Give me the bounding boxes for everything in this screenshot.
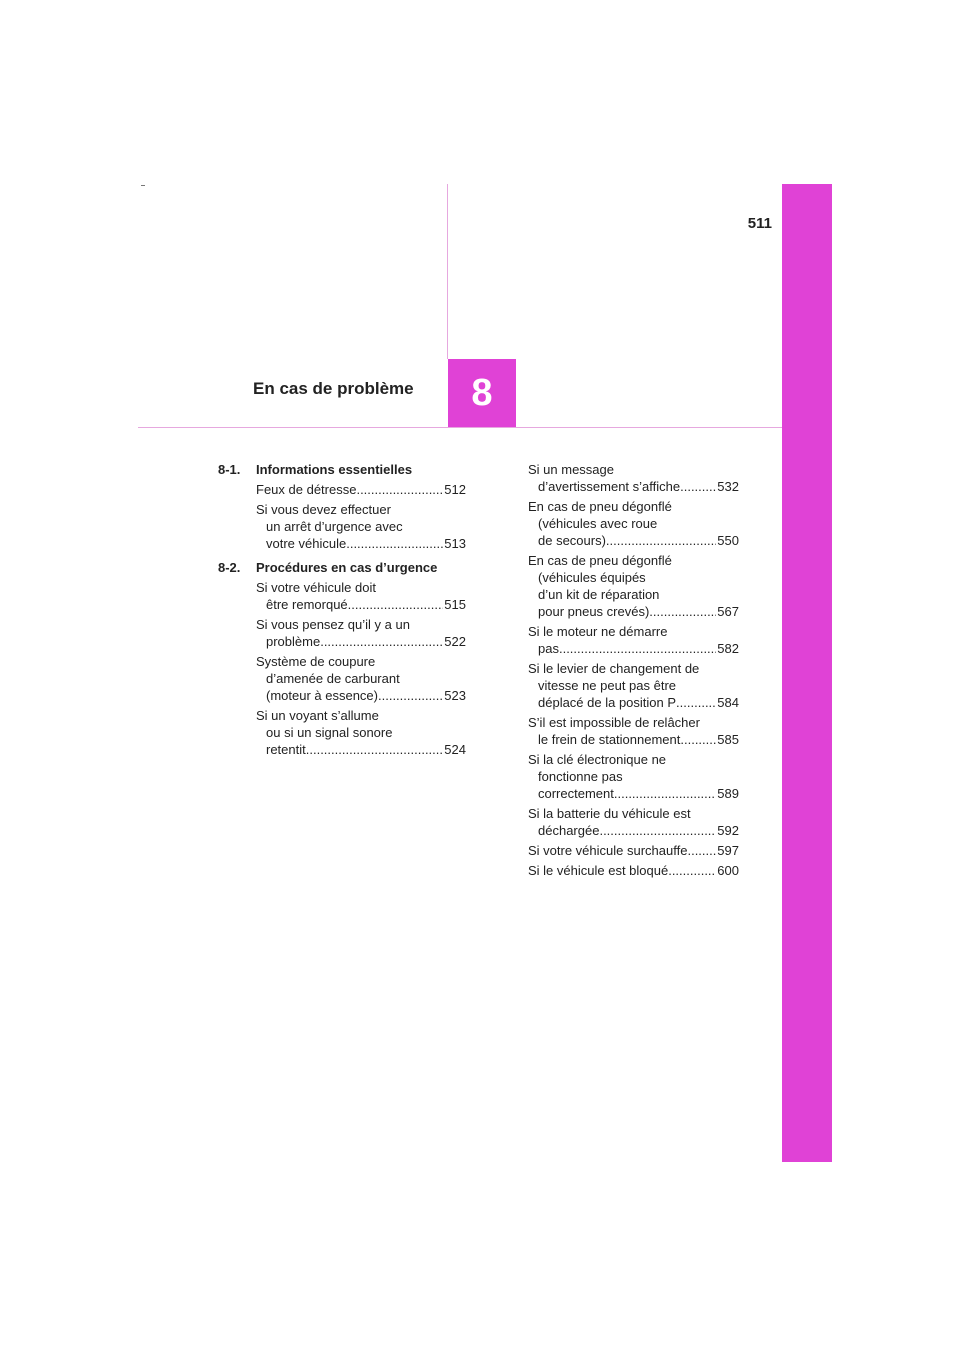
chapter-title: En cas de problème <box>253 379 414 398</box>
toc-entry-text: retentit <box>266 742 306 757</box>
toc-entry-leader <box>528 532 739 549</box>
chapter-number-box <box>448 359 516 427</box>
toc-entry-leader <box>528 862 739 879</box>
toc-entry-text: Si le moteur ne démarre <box>528 624 668 639</box>
dot-leader <box>346 535 443 552</box>
toc-entry-text: Système de coupure <box>256 654 376 669</box>
dot-leader <box>559 640 716 657</box>
dot-leader <box>668 862 716 879</box>
toc-entry-text: Si vous devez effectuer <box>256 502 391 517</box>
toc-page-number: 582 <box>717 641 739 656</box>
toc-entry-leader <box>256 535 466 552</box>
section-heading <box>218 559 466 576</box>
section-entries <box>218 579 466 758</box>
toc-entry-text: de secours) <box>538 533 606 548</box>
toc-entry[interactable] <box>256 579 466 613</box>
toc-entry-text: d’avertissement s’affiche <box>538 479 681 494</box>
toc-entry-text: correctement <box>538 786 614 801</box>
toc-page-number: 584 <box>717 695 739 710</box>
toc-entry-text: Feux de détresse <box>256 482 357 497</box>
toc-entry-leader <box>256 741 466 758</box>
toc-page-number: 512 <box>444 482 466 497</box>
section-entries <box>528 461 739 879</box>
toc-entry[interactable] <box>528 552 739 620</box>
dot-leader <box>680 478 716 495</box>
toc-page-number: 532 <box>717 479 739 494</box>
toc-entry-text: Si votre véhicule surchauffe <box>528 843 688 858</box>
section-title: Procédures en cas d’urgence <box>256 560 438 575</box>
toc-entry-leader <box>528 640 739 657</box>
toc-page-number: 523 <box>444 688 466 703</box>
toc-entry-text: d’amenée de carburant <box>266 671 400 686</box>
toc-entry-leader <box>256 596 466 613</box>
dot-leader <box>348 596 444 613</box>
toc-page-number: 513 <box>444 536 466 551</box>
toc-entry[interactable] <box>528 623 739 657</box>
toc-entry-text: d’un kit de réparation <box>538 587 660 602</box>
dot-leader <box>356 481 443 498</box>
dot-leader <box>306 741 444 758</box>
dot-leader <box>680 731 716 748</box>
toc-entry-leader <box>256 481 466 498</box>
toc-entry-text: vitesse ne peut pas être <box>538 678 677 693</box>
section-heading <box>218 461 466 478</box>
toc-entry[interactable] <box>256 501 466 552</box>
toc-entry[interactable] <box>528 805 739 839</box>
toc-entry-text: Si votre véhicule doit <box>256 580 376 595</box>
toc-page-number: 567 <box>717 604 739 619</box>
toc-page-number: 600 <box>717 863 739 878</box>
toc-entry-text: Si le levier de changement de <box>528 661 700 676</box>
toc-entry-text: Si vous pensez qu’il y a un <box>256 617 410 632</box>
toc-entry-text: Si la batterie du véhicule est <box>528 806 691 821</box>
header-rule <box>138 427 782 428</box>
toc-left-column <box>218 461 466 761</box>
dot-leader <box>687 842 716 859</box>
toc-entry-text: S’il est impossible de relâcher <box>528 715 700 730</box>
toc-entry-text: votre véhicule <box>266 536 347 551</box>
dot-leader <box>676 694 716 711</box>
chapter-side-tab <box>782 184 832 1162</box>
toc-entry[interactable] <box>256 616 466 650</box>
toc-page-number: 515 <box>444 597 466 612</box>
toc-entry[interactable] <box>256 707 466 758</box>
toc-entry[interactable] <box>256 653 466 704</box>
toc-entry[interactable] <box>256 481 466 498</box>
toc-entry-leader <box>528 822 739 839</box>
section-number: 8-2. <box>218 560 241 575</box>
dot-leader <box>320 633 443 650</box>
toc-entry-text: problème <box>266 634 321 649</box>
section-title: Informations essentielles <box>256 462 413 477</box>
toc-entry-leader <box>256 687 466 704</box>
toc-entry-text: Si un message <box>528 462 614 477</box>
toc-entry-text: Si la clé électronique ne <box>528 752 667 767</box>
section-entries <box>218 481 466 552</box>
toc-entry-text: (véhicules avec roue <box>538 516 658 531</box>
dot-leader <box>378 687 443 704</box>
toc-entry-leader <box>528 694 739 711</box>
chapter-divider-line <box>447 184 448 359</box>
toc-page-number: 550 <box>717 533 739 548</box>
dot-leader <box>599 822 716 839</box>
dot-leader <box>606 532 716 549</box>
toc-entry-text: déchargée <box>538 823 600 838</box>
dot-leader <box>614 785 716 802</box>
toc-entry-leader <box>528 731 739 748</box>
toc-entry-leader <box>528 785 739 802</box>
toc-entry-text: Si un voyant s’allume <box>256 708 379 723</box>
toc-entry-leader <box>528 842 739 859</box>
toc-page-number: 589 <box>717 786 739 801</box>
toc-entry-text: fonctionne pas <box>538 769 623 784</box>
section-number: 8-1. <box>218 462 241 477</box>
toc-entry[interactable] <box>528 862 739 879</box>
toc-entry-text: Si le véhicule est bloqué <box>528 863 669 878</box>
toc-entry[interactable] <box>528 842 739 859</box>
page-number: 511 <box>747 215 772 232</box>
toc-page-number: 597 <box>717 843 739 858</box>
toc-entry-text: (véhicules équipés <box>538 570 646 585</box>
toc-entry-text: En cas de pneu dégonflé <box>528 553 672 568</box>
toc-entry[interactable] <box>528 461 739 495</box>
toc-page-number: 592 <box>717 823 739 838</box>
toc-right-column <box>528 461 739 882</box>
toc-entry-text: En cas de pneu dégonflé <box>528 499 672 514</box>
toc-entry[interactable] <box>528 660 739 711</box>
dot-leader <box>649 603 716 620</box>
toc-entry[interactable] <box>528 714 739 748</box>
toc-entry-leader <box>528 603 739 620</box>
chapter-number: 8 <box>471 371 493 414</box>
toc-entry-text: ou si un signal sonore <box>266 725 393 740</box>
toc-entry-text: déplacé de la position P <box>538 695 677 710</box>
toc-entry-text: pas <box>538 641 559 656</box>
toc-entry[interactable] <box>528 751 739 802</box>
top-dash-mark <box>141 185 145 186</box>
toc-entry-text: être remorqué <box>266 597 348 612</box>
toc-page-number: 524 <box>444 742 466 757</box>
toc-entry[interactable] <box>528 498 739 549</box>
toc-entry-leader <box>528 478 739 495</box>
toc-entry-text: le frein de stationnement <box>538 732 681 747</box>
toc-entry-leader <box>256 633 466 650</box>
toc-entry-text: (moteur à essence) <box>266 688 378 703</box>
toc-entry-text: un arrêt d’urgence avec <box>266 519 403 534</box>
toc-page-number: 585 <box>717 732 739 747</box>
toc-page-number: 522 <box>444 634 466 649</box>
toc-entry-text: pour pneus crevés) <box>538 604 650 619</box>
